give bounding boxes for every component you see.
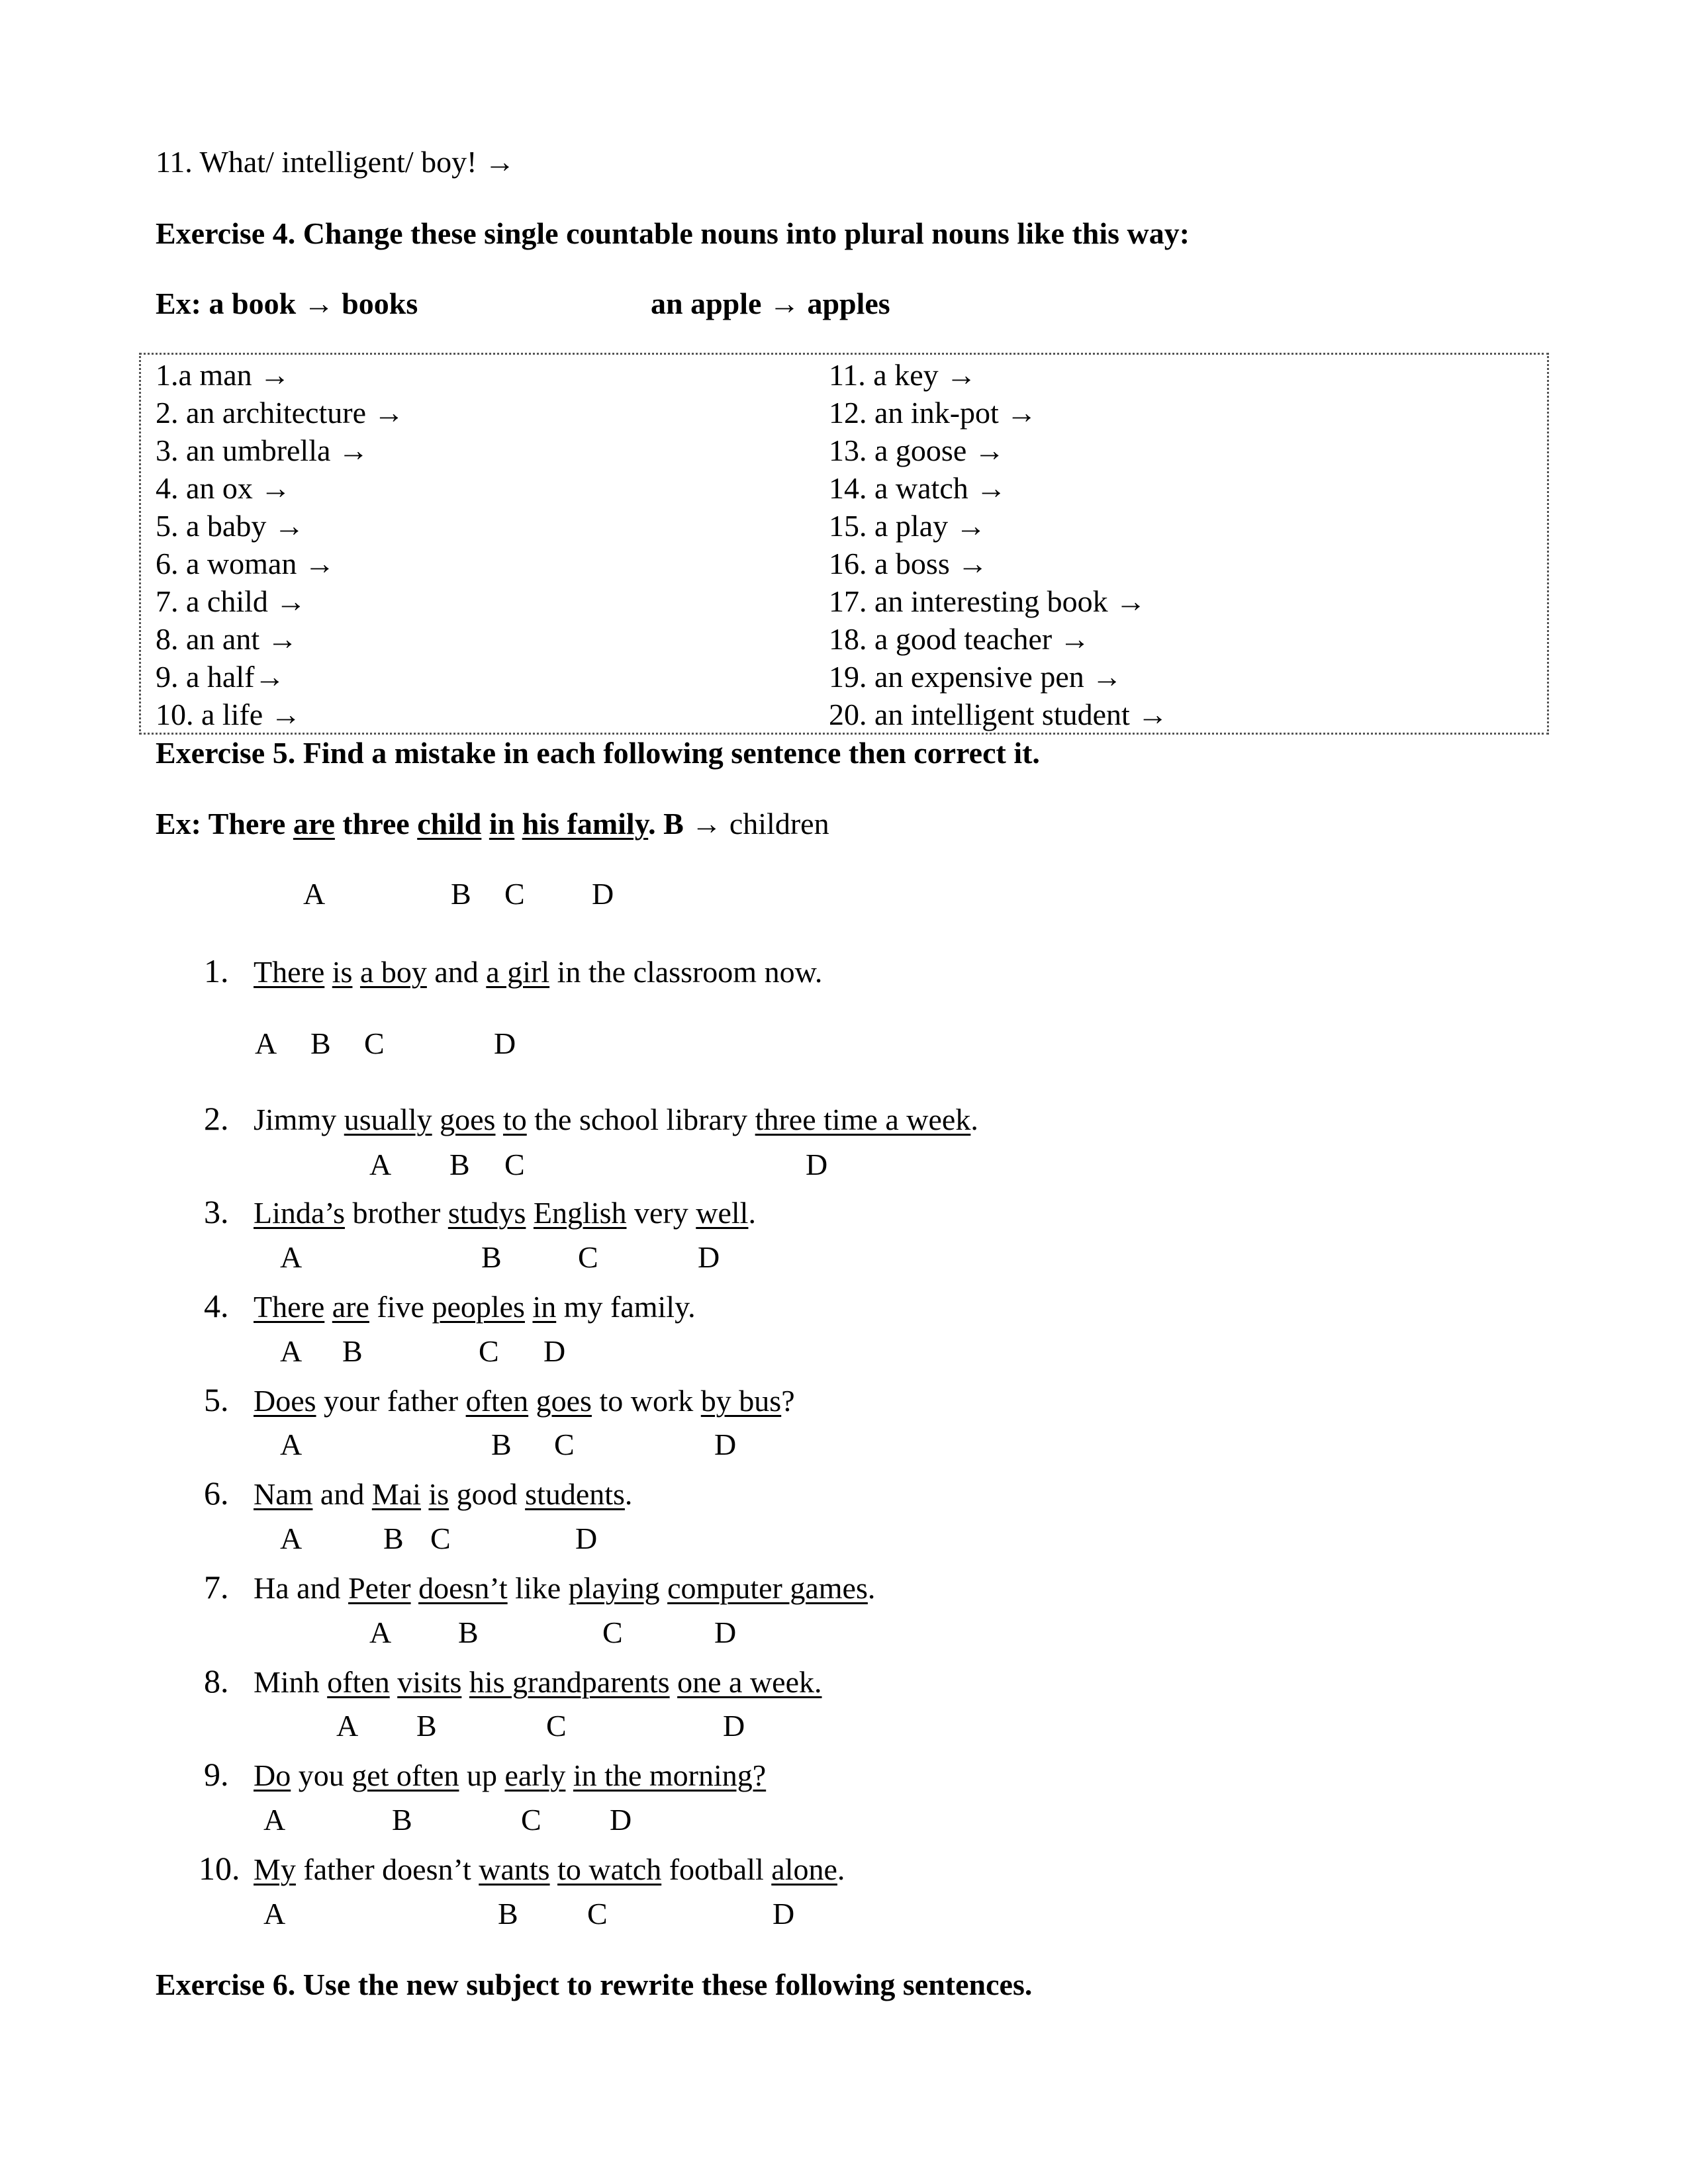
underlined-part: goes [440,1103,496,1136]
sentence-text: to work [591,1384,701,1418]
exercise6-title: Exercise 6. Use the new subject to rewrite these following sentences. [156,1968,1033,2001]
option-letter: A [280,1522,303,1555]
option-letter: A [263,1803,286,1837]
sentence-text [432,1103,440,1136]
sentence-text [495,1103,503,1136]
underlined-part: wants [479,1852,550,1886]
option-letter: C [521,1803,541,1837]
item-number: 4. [204,1287,229,1324]
sentence-text: like [507,1571,569,1605]
underlined-part: a girl [486,955,550,989]
sentence-text: very [626,1196,696,1230]
option-letter: D [592,877,614,911]
sentence-text [565,1758,573,1792]
underlined-part: a boy [359,955,427,989]
mistake-sentence [254,954,822,990]
underlined-part: in [532,1290,557,1324]
sentence-text [421,1477,429,1511]
sentence-text [670,1665,678,1699]
underlined-part: to [502,1103,527,1136]
sentence-text: . [837,1852,845,1886]
noun-item: 4. an ox → [156,471,291,505]
sentence-text: father doesn’t [295,1852,479,1886]
sentence-text [481,807,489,841]
noun-item: 16. a boss → [829,547,988,580]
noun-item: 9. a half→ [156,660,285,694]
underlined-part: usually [344,1103,432,1136]
noun-item: 1.a man → [156,358,291,392]
sentence-text: . B [648,807,692,841]
underlined-part: There [254,1290,325,1324]
noun-item: 13. a goose → [829,433,1005,467]
underlined-part: child [417,807,482,841]
option-letter: D [494,1026,516,1060]
noun-item: 20. an intelligent student → [829,698,1168,731]
option-letter: A [263,1897,286,1931]
option-letter: B [392,1803,412,1837]
noun-item: 11. a key → [829,358,977,392]
underlined-part: one a week. [677,1665,822,1699]
item-number: 6. [204,1475,229,1512]
option-letter: A [369,1615,392,1649]
mistake-sentence [254,1383,795,1419]
option-letter: B [481,1240,502,1274]
sentence-text [324,1290,332,1324]
option-letter: B [458,1615,479,1649]
sentence-text: Ex: There [156,807,293,841]
option-letter: A [255,1026,277,1060]
underlined-part: are [332,1290,369,1324]
underlined-part: English [533,1196,627,1230]
option-letter: B [342,1334,363,1368]
sentence-text: good [449,1477,526,1511]
sentence-text: up [459,1758,505,1792]
sentence-text: . [970,1103,978,1136]
option-letter: D [773,1897,795,1931]
sentence-text: Minh [254,1665,328,1699]
sentence-text: in the classroom now. [549,955,823,989]
sentence-text [528,1384,536,1418]
item-number: 3. [204,1193,229,1230]
option-letter: B [491,1428,512,1461]
noun-item: 14. a watch → [829,471,1007,505]
option-letter: B [416,1709,437,1743]
option-letter: D [714,1615,737,1649]
option-letter: C [578,1240,598,1274]
noun-item: 17. an interesting book → [829,584,1147,618]
option-letter: A [280,1240,303,1274]
underlined-part: get often [352,1758,459,1792]
item-number: 2. [204,1100,229,1137]
noun-item: 7. a child → [156,584,306,618]
noun-item: 8. an ant → [156,622,298,656]
sentence-text: my family. [556,1290,696,1324]
underlined-part: by bus [700,1384,782,1418]
option-letter: D [723,1709,745,1743]
example-answer: → children [691,807,829,841]
option-letter: C [554,1428,575,1461]
mistake-sentence [254,1664,822,1700]
option-letter: C [587,1897,608,1931]
noun-item: 3. an umbrella → [156,433,369,467]
underlined-part: playing [568,1571,660,1605]
option-letter: A [369,1148,392,1181]
underlined-part: in the morning? [573,1758,767,1792]
sentence-text [461,1665,469,1699]
underlined-part: to watch [557,1852,662,1886]
item-number: 7. [204,1569,229,1606]
sentence-text: Ha and [254,1571,349,1605]
sentence-text: brother [344,1196,448,1230]
item-number: 10. [199,1850,240,1887]
option-letter: D [698,1240,720,1274]
sentence-text: and [312,1477,372,1511]
item-number: 1. [204,952,229,989]
underlined-part: There [254,955,325,989]
option-letter: C [602,1615,623,1649]
sentence-text [390,1665,398,1699]
option-letter: A [280,1334,303,1368]
option-letter: C [479,1334,499,1368]
underlined-part: often [327,1665,390,1699]
underlined-part: his family [522,807,649,841]
underlined-part: visits [397,1665,462,1699]
underlined-part: Does [254,1384,316,1418]
sentence-text: ? [781,1384,795,1418]
option-letter: B [451,877,471,911]
mistake-sentence [254,1758,766,1794]
option-letter: C [546,1709,567,1743]
noun-item: 6. a woman → [156,547,335,580]
item-number: 5. [204,1381,229,1418]
sentence-text: five [369,1290,432,1324]
underlined-part: goes [536,1384,592,1418]
mistake-sentence [254,1195,756,1231]
underlined-part: Peter [348,1571,411,1605]
option-letter: D [610,1803,632,1837]
mistake-sentence [254,1289,696,1325]
underlined-part: early [504,1758,566,1792]
underlined-part: is [428,1477,449,1511]
sentence-text [324,955,332,989]
underlined-part: doesn’t [418,1571,508,1605]
option-letter: B [383,1522,404,1555]
sentence-text: . [748,1196,756,1230]
option-letter: D [714,1428,737,1461]
mistake-sentence [254,1102,978,1138]
sentence-text [550,1852,558,1886]
underlined-part: studys [447,1196,526,1230]
mistake-sentence [254,1570,875,1606]
sentence-text: Jimmy [254,1103,344,1136]
option-letter: B [449,1148,470,1181]
exercise5-title: Exercise 5. Find a mistake in each following sentence then correct it. [156,736,1040,770]
sentence-text [514,807,522,841]
option-letter: C [364,1026,385,1060]
sentence-text [660,1571,668,1605]
underlined-part: is [332,955,353,989]
noun-item: 15. a play → [829,509,986,543]
option-letter: A [280,1428,303,1461]
sentence-text [411,1571,419,1605]
underlined-part: My [254,1852,296,1886]
option-letter: B [498,1897,518,1931]
mistake-sentence [254,1477,632,1512]
underlined-part: Do [254,1758,291,1792]
sentence-text: . [624,1477,633,1511]
sentence-text: and [426,955,487,989]
sentence-text [526,1196,534,1230]
noun-item: 12. an ink-pot → [829,396,1037,430]
underlined-part: three time a week [755,1103,971,1136]
sentence-text: football [661,1852,772,1886]
exercise4-title: Exercise 4. Change these single countable nouns into plural nouns like this way: [156,216,1190,250]
option-letter: A [336,1709,359,1743]
underlined-part: computer games [667,1571,868,1605]
previous-item: 11. What/ intelligent/ boy! → [156,145,515,179]
underlined-part: in [489,807,515,841]
underlined-part: are [293,807,335,841]
sentence-text [352,955,360,989]
option-letter: C [504,877,525,911]
noun-item: 10. a life → [156,698,301,731]
underlined-part: Nam [254,1477,313,1511]
exercise4-example-right: an apple → apples [651,287,890,320]
mistake-sentence [254,1852,845,1888]
underlined-part: well [696,1196,749,1230]
item-number: 8. [204,1662,229,1700]
option-letter: D [543,1334,566,1368]
underlined-part: Mai [371,1477,421,1511]
option-letter: C [430,1522,451,1555]
underlined-part: peoples [432,1290,525,1324]
underlined-part: students [525,1477,625,1511]
noun-item: 2. an architecture → [156,396,404,430]
exercise5-example [156,806,829,842]
sentence-text: the school library [526,1103,755,1136]
noun-item: 19. an expensive pen → [829,660,1123,694]
item-number: 9. [204,1756,229,1793]
underlined-part: often [465,1384,529,1418]
sentence-text: your father [316,1384,466,1418]
option-letter: C [504,1148,525,1181]
option-letter: B [310,1026,331,1060]
sentence-text [525,1290,533,1324]
underlined-part: alone [771,1852,837,1886]
sentence-text: you [291,1758,352,1792]
sentence-text: three [334,807,418,841]
underlined-part: Linda’s [254,1196,345,1230]
option-letter: A [303,877,326,911]
exercise4-example-left: Ex: a book → books [156,287,418,320]
option-letter: D [575,1522,598,1555]
underlined-part: his grandparents [469,1665,670,1699]
noun-item: 18. a good teacher → [829,622,1090,656]
option-letter: D [806,1148,828,1181]
sentence-text: . [867,1571,876,1605]
noun-item: 5. a baby → [156,509,305,543]
